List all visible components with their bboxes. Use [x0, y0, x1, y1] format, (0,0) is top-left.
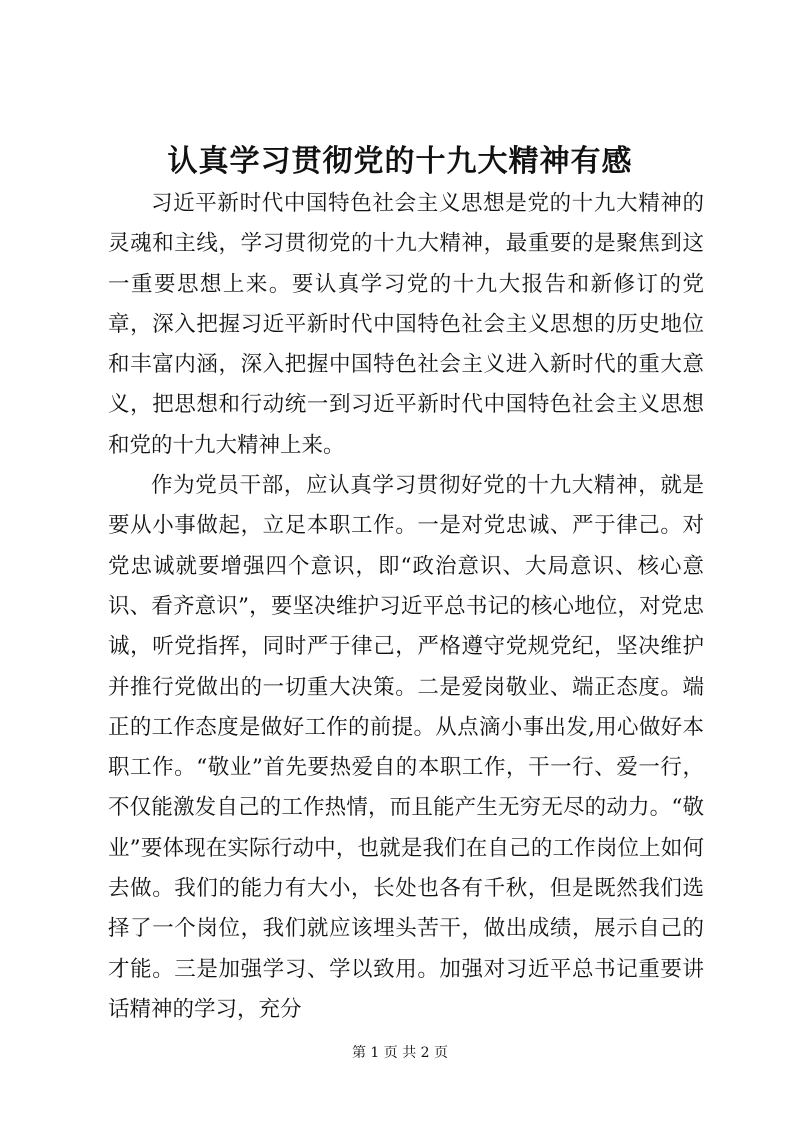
document-body: [108, 184, 704, 1030]
document-title: 认真学习贯彻党的十九大精神有感: [167, 144, 633, 179]
paragraph-2: 作为党员干部，应认真学习贯彻好党的十九大精神，就是要从小事做起，立足本职工作。一是对党忠诚、严于律己。对党忠诚就要增强四个意识，即“政治意识、大局意识、核心意识、看齐意识”，要坚决维护习近平总书记的核心地位，对党忠诚，听党指挥，同时严于律己，严格遵守党规党纪，坚决维护并推行党做出的一切重大决策。二是爱岗敬业、端正态度。端正的工作态度是做好工作的前提。从点滴小事出发,用心做好本职工作。“敬业”首先要热爱自的本职工作，干一行、爱一行，不仅能激发自己的工作热情，而且能产生无穷无尽的动力。“敬业”要体现在实际行动中，也就是我们在自己的工作岗位上如何去做。我们的能力有大小，长处也各有千秋，但是既然我们选择了一个岗位，我们就应该埋头苦干，做出成绩，展示自己的才能。三是加强学习、学以致用。加强对习近平总书记重要讲话精神的学习，充分: [108, 473, 704, 1022]
page-footer: 第 1 页 共 2 页: [351, 1045, 449, 1061]
paragraph-1: 习近平新时代中国特色社会主义思想是党的十九大精神的灵魂和主线，学习贯彻党的十九大精神，最重要的是聚焦到这一重要思想上来。要认真学习党的十九大报告和新修订的党章，深入把握习近平新时代中国特色社会主义思想的历史地位和丰富内涵，深入把握中国特色社会主义进入新时代的重大意义，把思想和行动统一到习近平新时代中国特色社会主义思想和党的十九大精神上来。: [108, 191, 704, 458]
